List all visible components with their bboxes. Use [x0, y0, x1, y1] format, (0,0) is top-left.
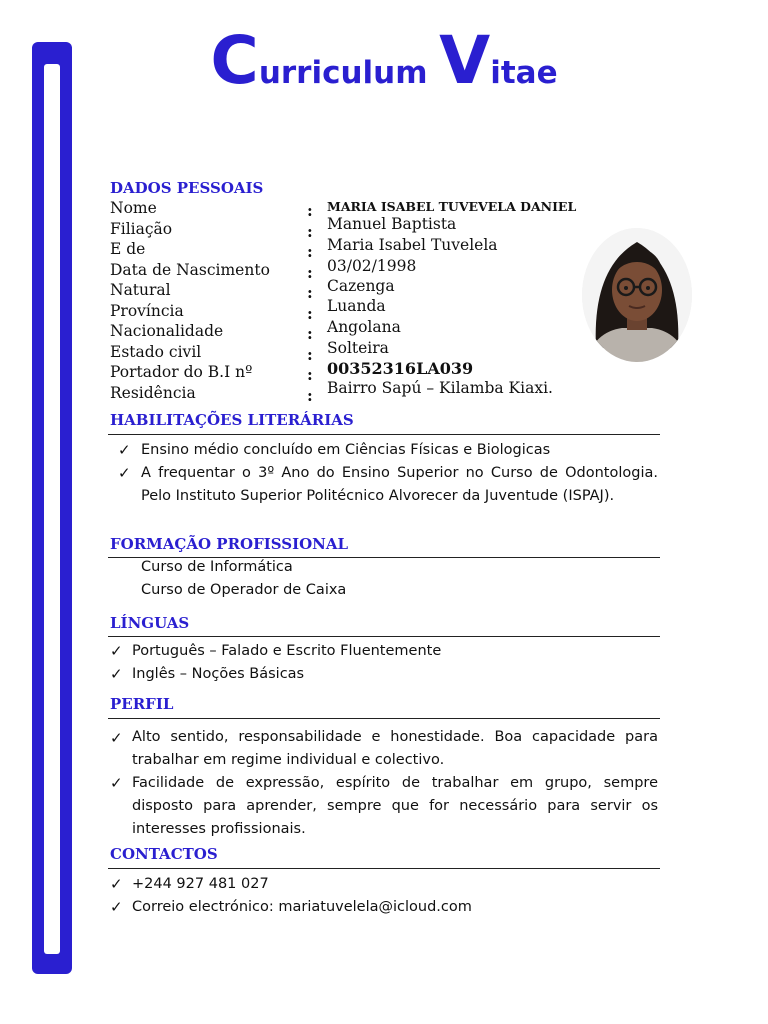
- contact-phone: +244 927 481 027: [132, 876, 269, 892]
- colon: :: [307, 345, 313, 364]
- value-provincia: Luanda: [327, 297, 386, 315]
- formacao-item: Curso de Operador de Caixa: [141, 582, 347, 598]
- check-icon: ✓: [118, 441, 131, 459]
- label-estado-civil: Estado civil: [110, 343, 202, 361]
- divider-line: [108, 636, 660, 637]
- formacao-item: Curso de Informática: [141, 559, 293, 575]
- section-heading-formacao: FORMAÇÃO PROFISSIONAL: [110, 535, 349, 553]
- habilitacoes-item: Ensino médio concluído em Ciências Físicas e Biologicas: [141, 442, 551, 458]
- label-e-de: E de: [110, 240, 146, 258]
- colon: :: [307, 324, 313, 343]
- value-natural: Cazenga: [327, 277, 395, 295]
- label-data-nascimento: Data de Nascimento: [110, 261, 270, 279]
- section-heading-perfil: PERFIL: [110, 695, 174, 713]
- perfil-item: Alto sentido, responsabilidade e honestidade. Boa capacidade para trabalhar em regime individual e colectivo.: [132, 729, 658, 768]
- check-icon: ✓: [110, 875, 123, 893]
- decorative-side-bar-inner: [44, 64, 60, 954]
- colon: :: [307, 283, 313, 302]
- value-filiacao: Manuel Baptista: [327, 215, 457, 233]
- title-initial-c: C: [210, 22, 259, 99]
- colon: :: [307, 242, 313, 261]
- page-title: [0, 22, 768, 99]
- value-e-de: Maria Isabel Tuvelela: [327, 236, 498, 254]
- check-icon: ✓: [110, 729, 123, 747]
- check-icon: ✓: [110, 898, 123, 916]
- label-provincia: Província: [110, 302, 184, 320]
- portrait-illustration: [582, 228, 692, 362]
- colon: :: [307, 304, 313, 323]
- title-word-urriculum: urriculum: [258, 55, 428, 91]
- label-natural: Natural: [110, 281, 171, 299]
- divider-line: [108, 434, 660, 435]
- value-residencia: Bairro Sapú – Kilamba Kiaxi.: [327, 379, 553, 397]
- section-heading-dados-pessoais: DADOS PESSOAIS: [110, 179, 264, 197]
- profile-photo: [582, 228, 692, 362]
- title-word-itae: itae: [490, 55, 558, 91]
- label-residencia: Residência: [110, 384, 196, 402]
- linguas-item: Português – Falado e Escrito Fluentemente: [132, 643, 442, 659]
- linguas-item: Inglês – Noções Básicas: [132, 666, 305, 682]
- colon: :: [307, 201, 313, 220]
- habilitacoes-item: A frequentar o 3º Ano do Ensino Superior no Curso de Odontologia. Pelo Instituto Superior Politécnico Alvorecer da Juventude (ISPAJ).: [141, 465, 658, 504]
- colon: :: [307, 222, 313, 241]
- divider-line: [108, 868, 660, 869]
- check-icon: ✓: [110, 665, 123, 683]
- value-estado-civil: Solteira: [327, 339, 389, 357]
- perfil-item: Facilidade de expressão, espírito de trabalhar em grupo, sempre disposto para aprender, sempre que for necessário para servir os interesses profissionais.: [132, 775, 658, 837]
- colon: :: [307, 263, 313, 282]
- divider-line: [108, 718, 660, 719]
- check-icon: ✓: [118, 464, 131, 482]
- label-bi: Portador do B.I nº: [110, 363, 253, 381]
- title-initial-v: V: [439, 22, 491, 99]
- section-heading-linguas: LÍNGUAS: [110, 614, 190, 632]
- value-nacionalidade: Angolana: [327, 318, 401, 336]
- value-bi: 00352316LA039: [327, 359, 474, 378]
- label-filiacao: Filiação: [110, 220, 173, 238]
- colon: :: [307, 365, 313, 384]
- check-icon: ✓: [110, 774, 123, 792]
- check-icon: ✓: [110, 642, 123, 660]
- value-data-nascimento: 03/02/1998: [327, 257, 417, 275]
- personal-row-residencia: [110, 379, 590, 405]
- label-nacionalidade: Nacionalidade: [110, 322, 224, 340]
- colon: :: [307, 386, 313, 405]
- contact-email: Correio electrónico: mariatuvelela@icloud.com: [132, 899, 472, 915]
- section-heading-contactos: CONTACTOS: [110, 845, 218, 863]
- value-nome: MARIA ISABEL TUVEVELA DANIEL: [327, 199, 577, 214]
- label-nome: Nome: [110, 199, 157, 217]
- section-heading-habilitacoes: HABILITAÇÕES LITERÁRIAS: [110, 411, 354, 429]
- divider-line: [108, 557, 660, 558]
